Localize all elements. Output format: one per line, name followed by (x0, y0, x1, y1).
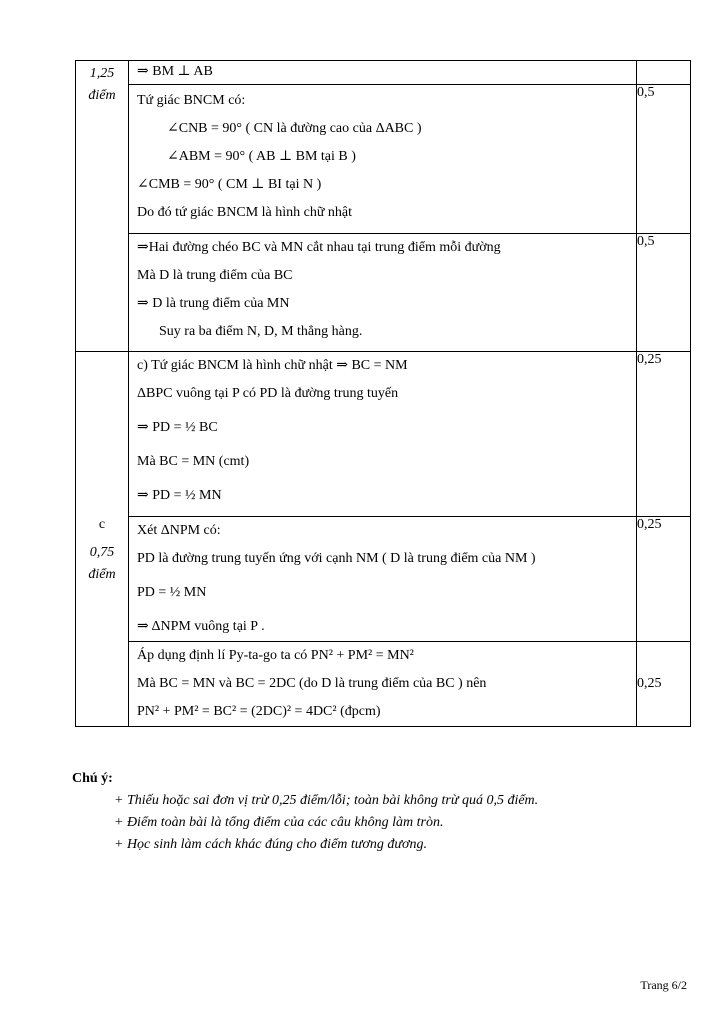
solution-line: Mà BC = MN và BC = 2DC (do D là trung điểm của BC ) nên (137, 676, 487, 691)
score-cell: 0,25 (637, 517, 691, 642)
solution-line: Do đó tứ giác BNCM là hình chữ nhật (137, 204, 353, 220)
solution-line: ∠CNB = 90° ( CN là đường cao của ΔABC ) (167, 120, 422, 136)
solution-line: ⇒Hai đường chéo BC và MN cắt nhau tại trung điểm mỗi đường (137, 240, 501, 256)
solution-line: c) Tứ giác BNCM là hình chữ nhật ⇒ BC = NM (137, 358, 408, 373)
table-row (76, 61, 691, 85)
score-cell: 0,25 (637, 642, 691, 727)
table-row (76, 84, 691, 233)
part-b-score: 1,25 (89, 66, 115, 81)
solution-line: ∠ABM = 90° ( AB ⊥ BM tại B ) (167, 148, 356, 164)
solution-cell (129, 84, 637, 233)
score-cell (637, 61, 691, 85)
solution-line: ⇒ PD = ½ BC (137, 420, 218, 435)
table-row (76, 642, 691, 727)
note-item: + Thiếu hoặc sai đơn vị trừ 0,25 điểm/lỗi; toàn bài không trừ quá 0,5 điểm. (114, 793, 539, 808)
score-cell: 0,5 (637, 84, 691, 233)
part-b-unit: điểm (88, 88, 116, 103)
part-c-cell (76, 352, 129, 727)
score-cell: 0,25 (637, 352, 691, 517)
solution-line: ΔBPC vuông tại P có PD là đường trung tuyến (137, 386, 399, 401)
solution-cell (129, 61, 637, 85)
part-b-cell (76, 61, 129, 352)
solution-line: Xét ΔNPM có: (137, 523, 221, 538)
solution-line: ⇒ ΔNPM vuông tại P . (137, 619, 265, 634)
solution-line: Mà D là trung điểm của BC (137, 268, 293, 284)
grading-table (75, 60, 691, 727)
solution-line: Mà BC = MN (cmt) (137, 454, 250, 469)
part-c-letter: c (98, 517, 106, 532)
solution-line: ⇒ BM ⊥ AB (137, 64, 213, 79)
solution-line: Tứ giác BNCM có: (137, 92, 246, 108)
solution-line: ⇒ PD = ½ MN (137, 488, 222, 503)
solution-cell (129, 642, 637, 727)
solution-line: PD là đường trung tuyến ứng với cạnh NM ( D là trung điểm của NM ) (137, 551, 536, 566)
score-cell: 0,5 (637, 234, 691, 352)
solution-line: Suy ra ba điểm N, D, M thẳng hàng. (159, 324, 363, 340)
table-row (76, 234, 691, 352)
solution-line: ⇒ D là trung điểm của MN (137, 296, 290, 312)
solution-cell (129, 234, 637, 352)
notes-title: Chú ý: (72, 771, 113, 786)
table-row (76, 517, 691, 642)
notes-section (72, 768, 692, 856)
part-c-score: 0,75 (89, 545, 115, 560)
solution-line: PN² + PM² = BC² = (2DC)² = 4DC² (đpcm) (137, 704, 381, 719)
solution-line: PD = ½ MN (137, 585, 207, 600)
solution-line: ∠CMB = 90° ( CM ⊥ BI tại N ) (137, 176, 322, 192)
solution-cell (129, 352, 637, 517)
note-item: + Điểm toàn bài là tổng điểm của các câu không làm tròn. (114, 815, 444, 830)
table-row (76, 352, 691, 517)
note-item: + Học sinh làm cách khác đúng cho điểm tương đương. (114, 837, 427, 852)
page-number: Trang 6/2 (640, 978, 687, 992)
solution-line: Áp dụng định lí Py-ta-go ta có PN² + PM² = MN² (137, 648, 414, 663)
part-c-unit: điểm (88, 567, 116, 582)
solution-cell (129, 517, 637, 642)
